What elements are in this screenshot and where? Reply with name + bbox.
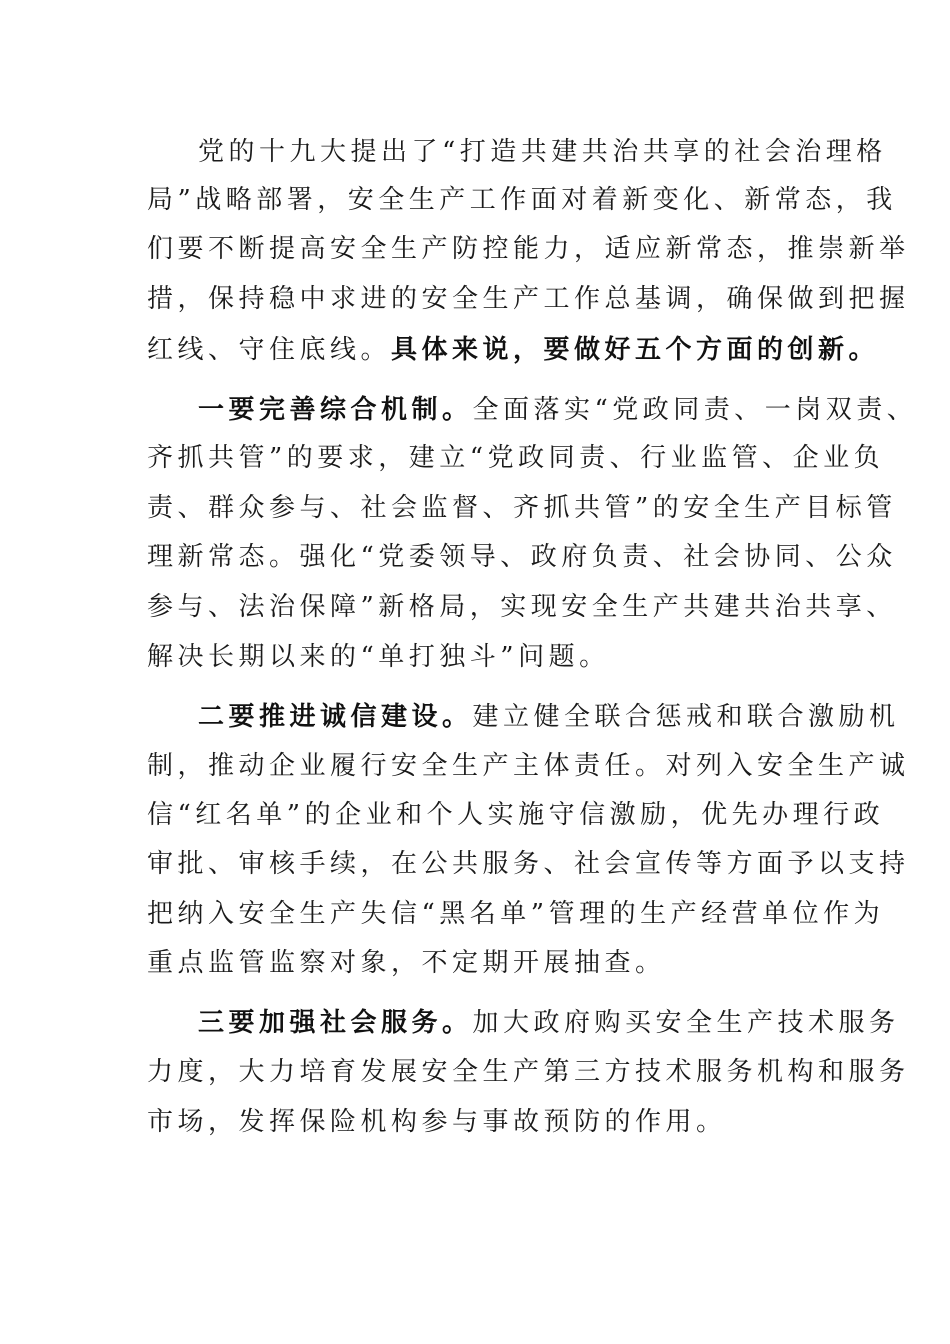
section2-line-6: 重点监管监察对象，不定期开展抽查。 bbox=[147, 948, 666, 978]
section1-line-6: 解决长期以来的“单打独斗”问题。 bbox=[147, 642, 610, 672]
intro-line-2: 局”战略部署，安全生产工作面对着新变化、新常态，我 bbox=[147, 185, 897, 215]
section3-line-2: 力度，大力培育发展安全生产第三方技术服务机构和服务 bbox=[147, 1057, 910, 1087]
intro-line-5 bbox=[147, 330, 880, 370]
section3-line-3: 市场，发挥保险机构参与事故预防的作用。 bbox=[147, 1107, 727, 1137]
section3-line-1 bbox=[198, 1003, 898, 1043]
intro-line-1: 党的十九大提出了“打造共建共治共享的社会治理格 bbox=[198, 137, 887, 167]
intro-summary-bold: 具体来说，要做好五个方面的创新。 bbox=[391, 335, 880, 365]
section2-first-text: 建立健全联合惩戒和联合激励机 bbox=[472, 702, 900, 732]
section3-first-text: 加大政府购买安全生产技术服务 bbox=[472, 1008, 900, 1038]
intro-plain-text: 红线、守住底线。 bbox=[147, 335, 392, 365]
section2-heading: 二要推进诚信建设。 bbox=[198, 702, 473, 732]
section2-line-4: 审批、审核手续，在公共服务、社会宣传等方面予以支持 bbox=[147, 849, 910, 879]
section1-line-3: 责、群众参与、社会监督、齐抓共管”的安全生产目标管 bbox=[147, 493, 897, 523]
section1-line-2: 齐抓共管”的要求，建立“党政同责、行业监管、企业负 bbox=[147, 443, 885, 473]
intro-line-3: 们要不断提高安全生产防控能力，适应新常态，推崇新举 bbox=[147, 234, 910, 264]
section3-heading: 三要加强社会服务。 bbox=[198, 1008, 473, 1038]
section1-first-text: 全面落实“党政同责、一岗双责、 bbox=[472, 395, 918, 425]
section1-heading: 一要完善综合机制。 bbox=[198, 395, 473, 425]
section1-line-4: 理新常态。强化“党委领导、政府负责、社会协同、公众 bbox=[147, 542, 897, 572]
section1-line-1 bbox=[198, 390, 918, 430]
section2-line-3: 信“红名单”的企业和个人实施守信激励，优先办理行政 bbox=[147, 800, 885, 830]
section2-line-1 bbox=[198, 697, 898, 737]
section1-line-5: 参与、法治保障”新格局，实现安全生产共建共治共享、 bbox=[147, 592, 897, 622]
section2-line-5: 把纳入安全生产失信“黑名单”管理的生产经营单位作为 bbox=[147, 899, 885, 929]
section2-line-2: 制，推动企业履行安全生产主体责任。对列入安全生产诚 bbox=[147, 751, 910, 781]
intro-line-4: 措，保持稳中求进的安全生产工作总基调，确保做到把握 bbox=[147, 284, 910, 314]
